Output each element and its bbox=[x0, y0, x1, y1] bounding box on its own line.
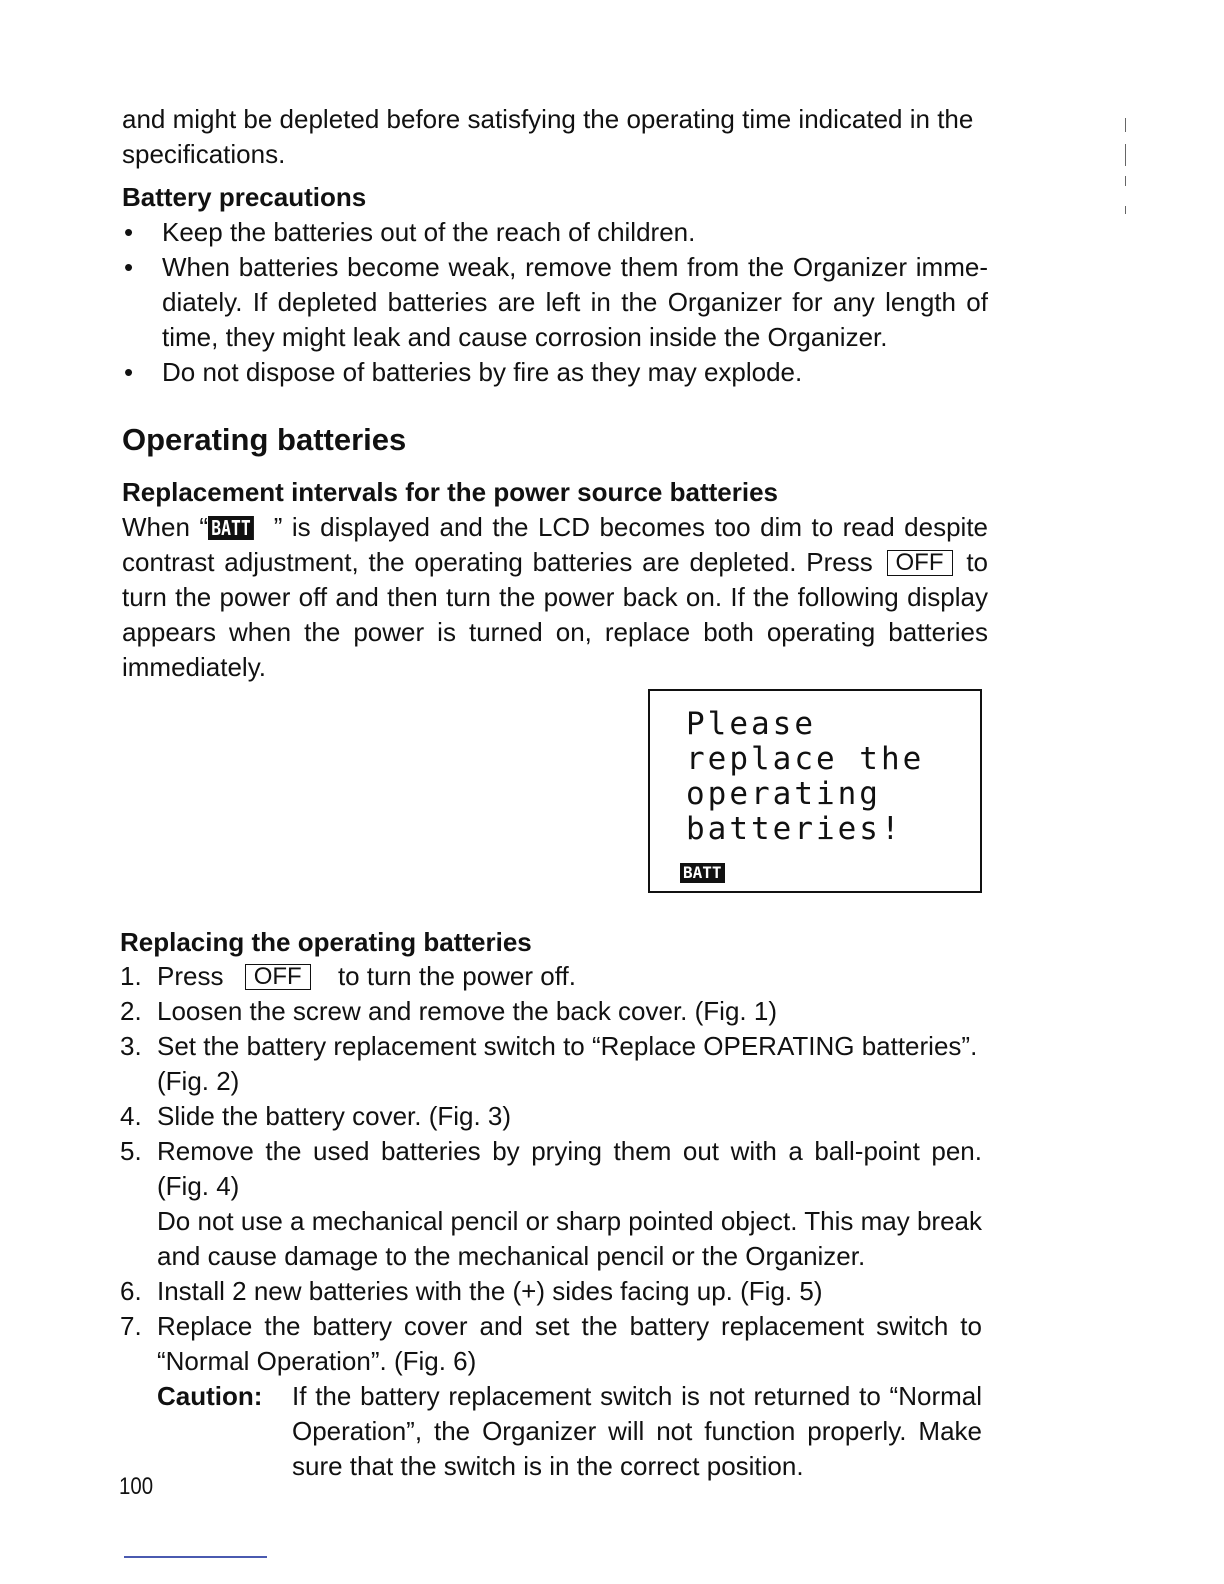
step-number: 4. bbox=[120, 1101, 142, 1131]
step-text: Set the battery replacement switch to “Replace OPERATING batteries”. (Fig. 2) bbox=[157, 1031, 978, 1096]
step-item bbox=[120, 1274, 982, 1309]
off-key: OFF bbox=[887, 550, 953, 576]
lcd-line: replace the bbox=[686, 741, 925, 777]
intervals-text-3: to turn the power off and then turn the power back on. If the following display appears when the power is turned on, replace both operating batteries immediately. bbox=[122, 547, 988, 682]
step-5-note: Do not use a mechanical pencil or sharp pointed object. This may break and cause damage to the mechanical pencil or the Organizer. bbox=[157, 1206, 982, 1271]
step-number: 1. bbox=[120, 961, 142, 991]
step-number: 3. bbox=[120, 1031, 142, 1061]
step-item bbox=[120, 1134, 982, 1274]
battery-precautions bbox=[122, 180, 988, 390]
intervals-paragraph bbox=[122, 510, 988, 685]
precaution-item: • Keep the batteries out of the reach of children. bbox=[122, 215, 988, 250]
replacing-heading: Replacing the operating batteries bbox=[120, 927, 532, 957]
replacement-intervals bbox=[122, 475, 988, 685]
step-number: 6. bbox=[120, 1276, 142, 1306]
step-item bbox=[120, 1099, 982, 1134]
step-text: Install 2 new batteries with the (+) sides facing up. (Fig. 5) bbox=[157, 1276, 823, 1306]
off-key: OFF bbox=[245, 964, 311, 990]
step-item bbox=[120, 1029, 982, 1099]
intervals-text-1: When “ bbox=[122, 512, 209, 542]
step-item bbox=[120, 1309, 982, 1484]
step-number: 5. bbox=[120, 1136, 142, 1166]
lcd-batt-icon: BATT bbox=[680, 863, 725, 883]
replacement-steps bbox=[120, 959, 982, 1484]
step-text: to turn the power off. bbox=[337, 961, 576, 991]
section-title: Operating batteries bbox=[122, 422, 407, 457]
margin-scan-marks bbox=[1125, 118, 1129, 218]
step-number: 7. bbox=[120, 1311, 142, 1341]
caution-text: If the battery replacement switch is not returned to “Normal Operation”, the Organizer will not function properly. Make sure that the switch is in the correct position. bbox=[292, 1381, 982, 1481]
step-text: Remove the used batteries by prying them out with a ball-point pen. (Fig. 4) bbox=[157, 1136, 982, 1201]
page-number: 100 bbox=[119, 1473, 154, 1500]
step-text: Loosen the screw and remove the back cover. (Fig. 1) bbox=[157, 996, 777, 1026]
intro-paragraph bbox=[122, 102, 988, 172]
operating-batteries-section bbox=[122, 420, 988, 460]
lcd-display bbox=[648, 689, 982, 893]
precaution-item: • Do not dispose of batteries by fire as they may explode. bbox=[122, 355, 988, 390]
precautions-heading: Battery precautions bbox=[122, 182, 367, 212]
lcd-line: batteries! bbox=[686, 811, 903, 847]
step-item bbox=[120, 959, 982, 994]
step-text: Press bbox=[157, 961, 224, 991]
precautions-list bbox=[122, 215, 988, 390]
footer-rule bbox=[124, 1556, 267, 1558]
step-number: 2. bbox=[120, 996, 142, 1026]
batt-indicator-icon: BATT bbox=[208, 516, 254, 540]
intro-line-2: specifications. bbox=[122, 139, 286, 169]
lcd-line: Please bbox=[686, 706, 816, 742]
caution-label: Caution: bbox=[157, 1381, 263, 1411]
intervals-heading: Replacement intervals for the power source batteries bbox=[122, 477, 778, 507]
intro-line-1: and might be depleted before satisfying the operating time indicated in the bbox=[122, 104, 974, 134]
replacing-batteries bbox=[120, 925, 982, 1484]
step-text: Replace the battery cover and set the battery replacement switch to “Normal Operation”. (Fig. 6) bbox=[157, 1311, 982, 1376]
caution-note bbox=[157, 1379, 982, 1484]
step-item bbox=[120, 994, 982, 1029]
step-text: Slide the battery cover. (Fig. 3) bbox=[157, 1101, 512, 1131]
lcd-message bbox=[686, 707, 924, 847]
intervals-text-2: ” is displayed and the LCD becomes too dim to read despite contrast adjustment, the operating batteries are depleted. Press bbox=[122, 512, 988, 577]
precaution-item: • When batteries become weak, remove them from the Organizer imme-diately. If depleted batteries are left in the Organizer for any length of time, they might leak and cause corrosion inside the Organizer. bbox=[122, 250, 988, 355]
lcd-line: operating bbox=[686, 776, 881, 812]
